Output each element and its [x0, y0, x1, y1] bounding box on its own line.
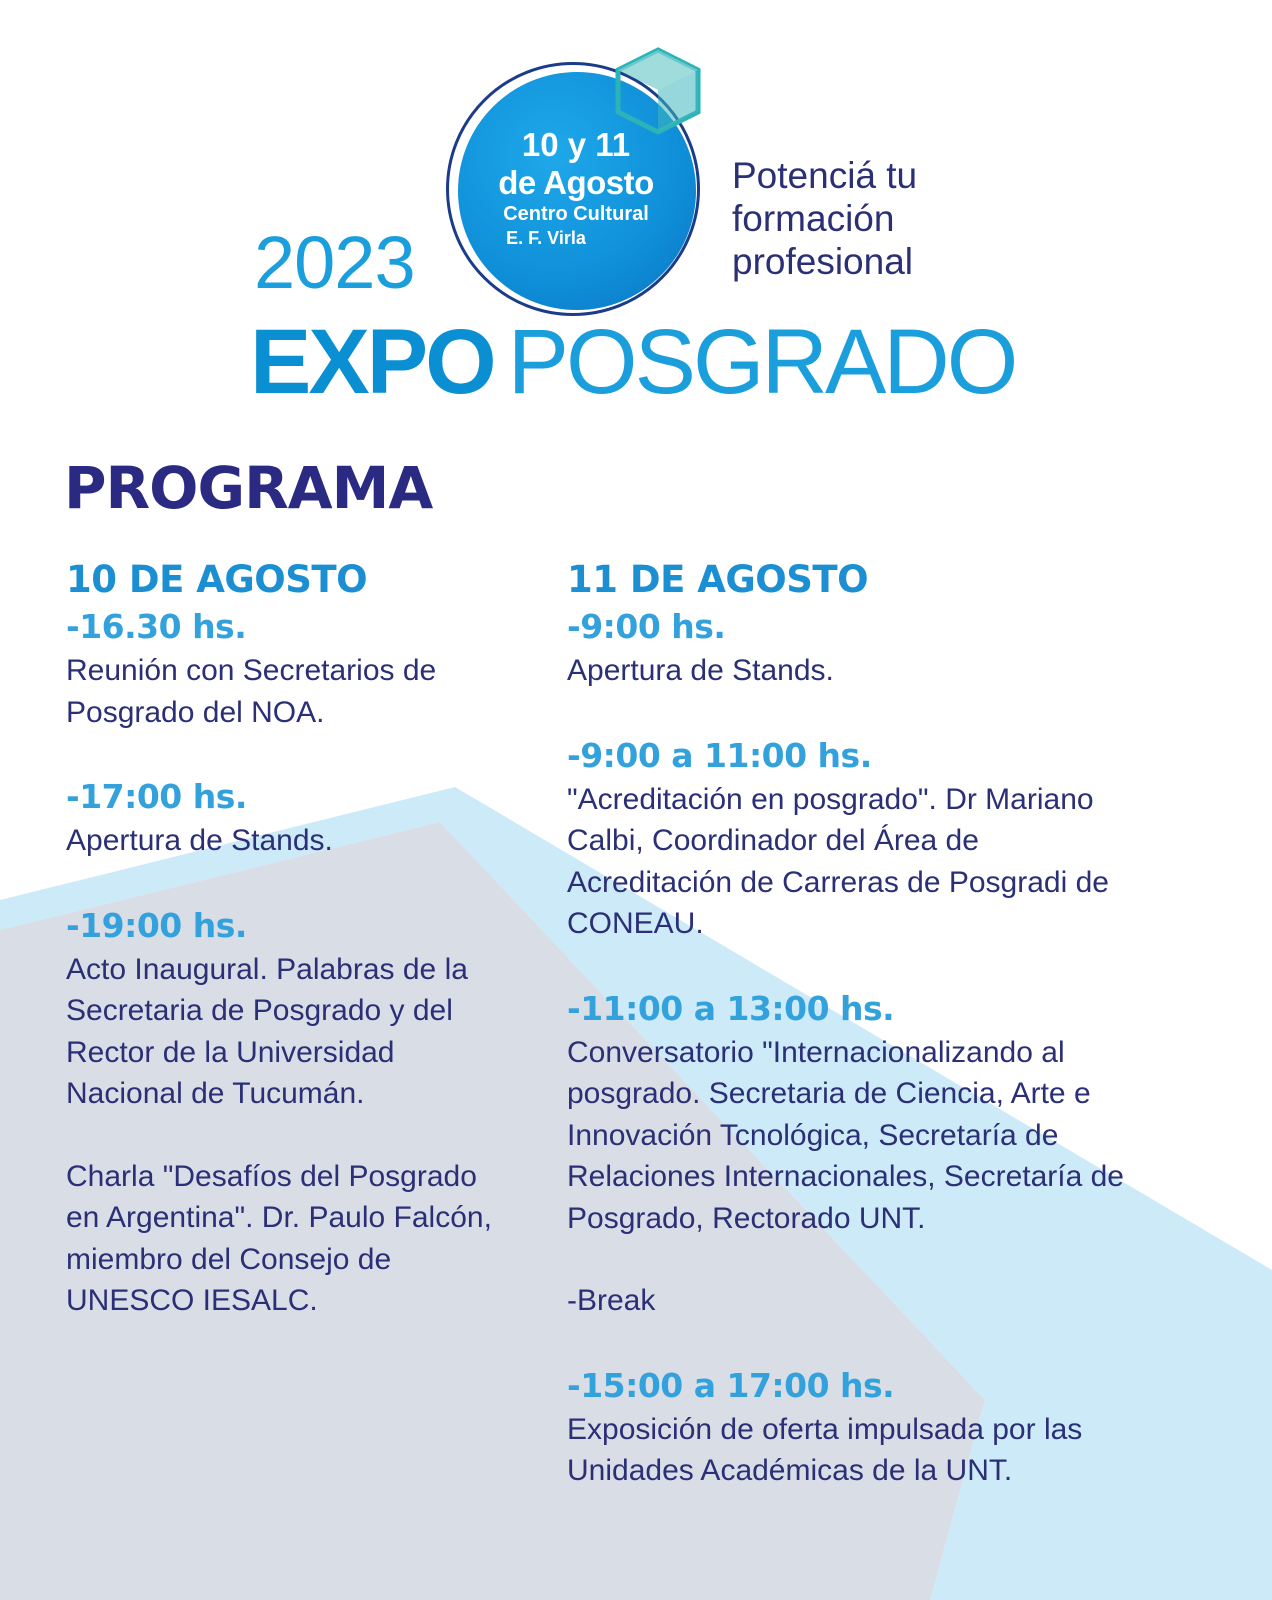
event-description: Apertura de Stands.	[66, 824, 333, 857]
event-time: -17:00 hs.	[66, 777, 247, 816]
event-description: "Acreditación en posgrado". Dr Mariano Calbi, Coordinador del Área de Acreditación de Carreras de Posgradi de CONEAU.	[567, 782, 1109, 940]
badge-dates-month: de Agosto	[498, 164, 654, 201]
event-time: -11:00 a 13:00 hs.	[567, 988, 895, 1028]
event-title	[250, 311, 1016, 413]
event-title-bold: EXPO	[250, 311, 494, 413]
tagline-line: formación	[732, 198, 895, 239]
badge-venue-name: E. F. Virla	[506, 228, 586, 248]
day1-column	[66, 556, 546, 1322]
event-time: -19:00 hs.	[66, 905, 247, 945]
event-description: Conversatorio "Internacionalizando al posgrado. Secretaria de Ciencia, Arte e Innovación Tcnológica, Secretaría de Relaciones Internacionales, Secretaría de Posgrado, Rectorado UNT.	[567, 1035, 1124, 1235]
tagline	[732, 154, 917, 283]
tagline-line: Potenciá tu	[732, 155, 918, 196]
day2-column	[567, 556, 1207, 1492]
day1-title: 10 DE AGOSTO	[66, 558, 368, 601]
event-description: Apertura de Stands.	[567, 654, 834, 687]
badge-venue: Centro Cultural	[503, 203, 649, 225]
day2-title: 11 DE AGOSTO	[567, 558, 869, 601]
event-description: Reunión con Secretarios de Posgrado del NOA.	[66, 654, 437, 729]
program-heading: PROGRAMA	[64, 454, 433, 522]
event-time: -9:00 a 11:00 hs.	[567, 735, 872, 775]
event-time: -15:00 a 17:00 hs.	[567, 1365, 895, 1405]
event-time: -9:00 hs.	[567, 607, 726, 646]
event-year: 2023	[254, 221, 415, 304]
event-time: -16.30 hs.	[66, 607, 247, 646]
cube-icon	[612, 46, 704, 138]
break-label: -Break	[567, 1284, 656, 1317]
event-title-light: POSGRADO	[507, 311, 1016, 413]
event-description: Acto Inaugural. Palabras de la Secretaria de Posgrado y del Rector de la Universidad Nacional de Tucumán.	[66, 952, 468, 1110]
badge-text	[458, 126, 694, 250]
event-description: Exposición de oferta impulsada por las Unidades Académicas de la UNT.	[567, 1412, 1083, 1487]
tagline-line: profesional	[732, 241, 914, 282]
badge-dates: 10 y 11	[521, 126, 631, 163]
event-description: Charla "Desafíos del Posgrado en Argentina". Dr. Paulo Falcón, miembro del Consejo de UNESCO IESALC.	[66, 1159, 492, 1317]
